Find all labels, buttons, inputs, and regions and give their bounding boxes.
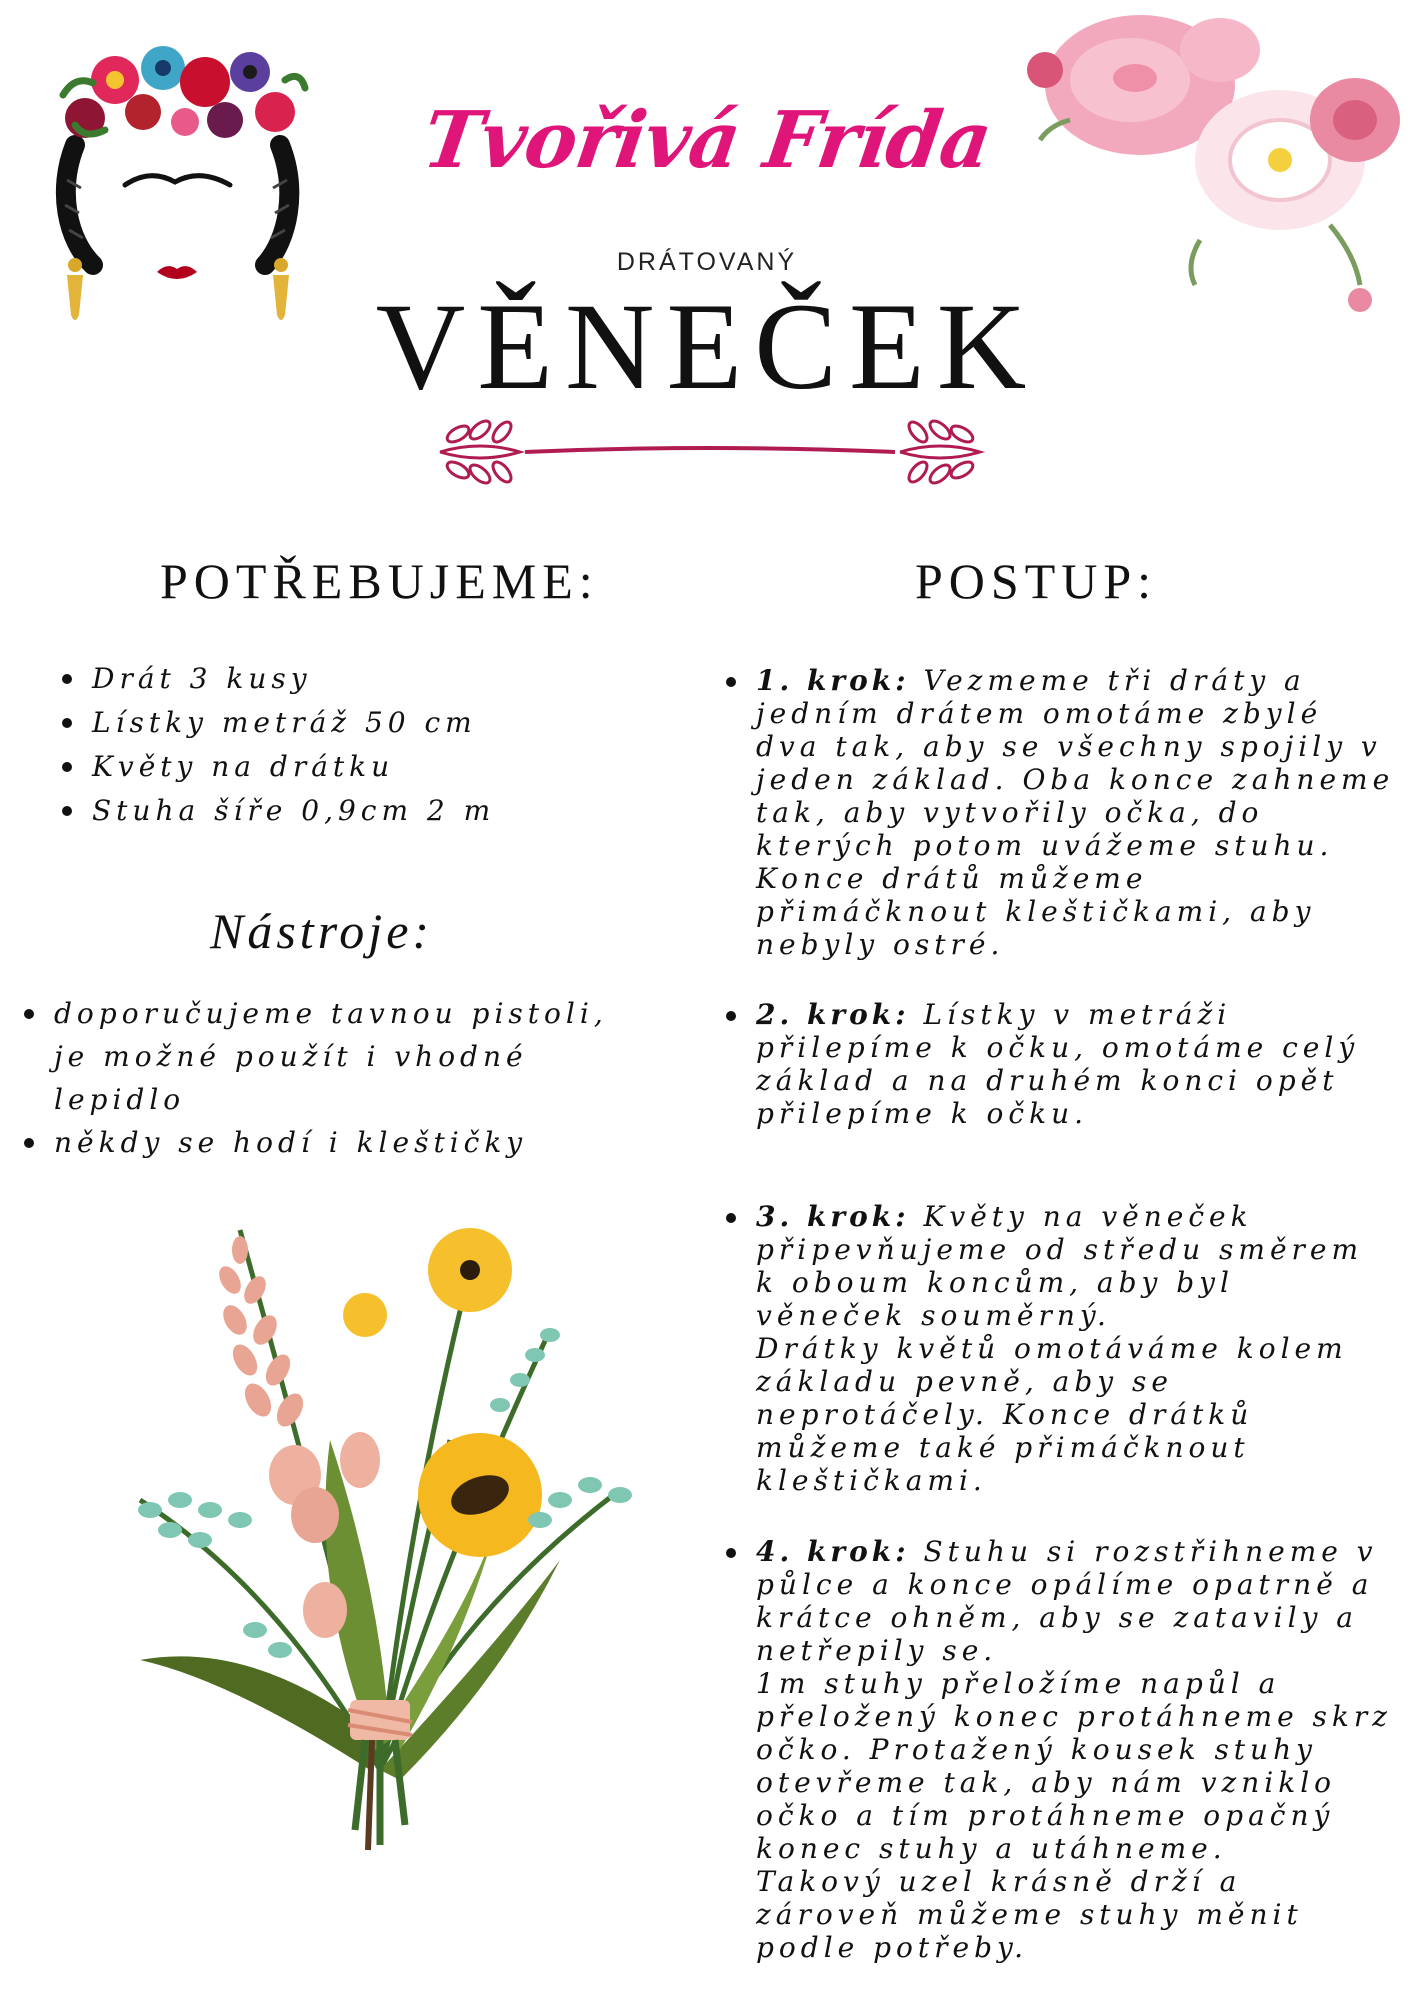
step-text: Květy na věneček připevňujeme od středu směrem k oboum koncům, aby byl věneček souměrný. Drátky květů omotáváme kolem základu pevně, aby se neprotáčely. Konce drátků můžeme také přimáčknout kleštičkami. [756,1200,1364,1497]
step-label: 4. krok: [756,1535,910,1568]
step-item [722,1200,1396,1497]
step-item [722,664,1396,961]
needs-heading: POTŘEBUJEME: [160,553,599,609]
step-item [722,998,1396,1130]
step-label: 3. krok: [756,1200,910,1233]
wildflower-bouquet-illustration [80,1210,660,1860]
step-text: Stuhu si rozstřihneme v půlce a konce opálíme opatrně a krátce ohněm, aby se zatavily a netřepily se. 1m stuhy přeložíme napůl a přeložený konec protáhneme skrz očko. Protažený kousek stuhy otevřeme tak, aby nám vzniklo očko a tím protáhneme opačný konec stuhy a utáhneme. Takový uzel krásně drží a zároveň můžeme stuhy měnit podle potřeby. [756,1535,1393,1964]
list-item: Stuha šíře 0,9cm 2 m [58,789,618,833]
step-item [722,1535,1396,1964]
list-item: doporučujeme tavnou pistoli, je možné použít i vhodné lepidlo [20,992,650,1121]
step-label: 2. krok: [756,998,910,1031]
needs-list [58,657,618,833]
procedure-heading: POSTUP: [915,553,1158,609]
list-item: Lístky metráž 50 cm [58,701,618,745]
step-text: Vezmeme tři dráty a jedním drátem omotáme zbylé dva tak, aby se všechny spojily v jeden základ. Oba konce zahneme tak, aby vytvořily očka, do kterých potom uvážeme stuhu. Konce drátů můžeme přimáčknout kleštičkami, aby nebyly ostré. [756,664,1395,961]
list-item: Květy na drátku [58,745,618,789]
list-item: někdy se hodí i kleštičky [20,1121,650,1164]
page-title: VĚNEČEK [375,278,1039,415]
laurel-divider-ornament [430,410,990,490]
title-kicker: DRÁTOVANÝ [616,248,798,276]
brand-logo: Tvořivá Frída [417,95,997,186]
tools-list [20,992,650,1164]
step-text: Lístky v metráži přilepíme k očku, omotáme celý základ a na druhém konci opět přilepíme k očku. [756,998,1360,1130]
list-item: Drát 3 kusy [58,657,618,701]
tools-heading: Nástroje: [210,903,434,959]
step-label: 1. krok: [756,664,910,697]
